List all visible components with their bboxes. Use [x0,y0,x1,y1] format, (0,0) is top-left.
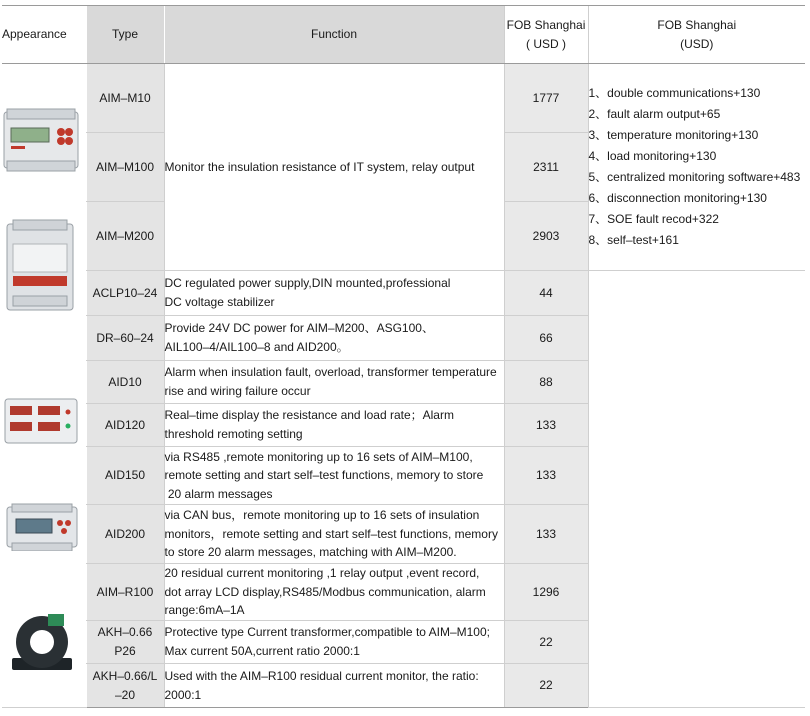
price-cell: 133 [504,447,588,505]
function-line: rise and wiring failure occur [164,384,311,398]
price-cell: 22 [504,621,588,664]
function-line: via CAN bus，remote monitoring up to 16 sets of insulation [164,508,480,523]
header-options-line2: (USD) [680,36,714,51]
function-line: AIL100–4/AIL100–8 and AID200。 [164,340,349,354]
type-cell: AIM–M200 [86,202,164,271]
remote-monitor-image [6,503,78,551]
function-line: dot array LCD display,RS485/Modbus communication, alarm [164,584,486,599]
type-line: AKH–0.66/L [92,668,158,683]
price-cell: 1777 [504,64,588,133]
function-line: Protective type Current transformer,compatible to AIM–M100; [164,625,490,640]
function-line: Max current 50A,current ratio 2000:1 [164,644,360,658]
type-cell: AID120 [86,404,164,447]
option-item: 7、SOE fault recod+322 [588,212,719,226]
options-list [589,83,806,251]
header-options-line1: FOB Shanghai [657,17,737,32]
option-item: 8、self–test+161 [588,233,679,247]
power-supply-image [5,218,77,314]
function-line: to store 20 alarm messages, matching with AIM–M200. [164,545,457,560]
function-cell [164,621,504,664]
type-cell: AID150 [86,447,164,505]
function-line: range:6mA–1A [164,603,245,618]
option-item: 4、load monitoring+130 [588,149,717,163]
price-cell: 1296 [504,564,588,621]
function-line: Real–time display the resistance and load rate；Alarm [164,408,454,423]
function-line: 2000:1 [164,687,202,702]
header-appearance: Appearance [2,6,86,64]
function-line: 20 residual current monitoring ,1 relay output ,event record, [164,566,480,581]
header-type: Type [86,6,164,64]
type-cell: AIM–R100 [86,564,164,621]
type-line: P26 [114,644,136,658]
price-cell: 133 [504,404,588,447]
function-line: threshold remoting setting [164,427,303,441]
function-line: Used with the AIM–R100 residual current monitor, the ratio: [164,668,479,683]
type-line: AKH–0.66 [97,625,153,640]
option-item: 3、temperature monitoring+130 [588,128,759,142]
type-line: –20 [114,687,136,702]
type-cell: AIM–M100 [86,133,164,202]
current-transformer-image [8,610,76,674]
type-cell: AID200 [86,505,164,564]
function-line: DC regulated power supply,DIN mounted,professional [164,276,451,291]
price-cell: 2311 [504,133,588,202]
price-table [2,5,805,708]
price-cell: 2903 [504,202,588,271]
function-line: monitors，remote setting and start self–test functions, memory [164,526,498,541]
type-cell: DR–60–24 [86,316,164,361]
type-cell: AIM–M10 [86,64,164,133]
options-cell [588,64,805,271]
header-function: Function [164,6,504,64]
price-cell: 88 [504,361,588,404]
header-fob-line1: FOB Shanghai [506,17,586,32]
option-item: 2、fault alarm output+65 [588,107,721,121]
header-options [588,6,805,64]
type-cell [86,664,164,708]
type-cell: ACLP10–24 [86,271,164,316]
function-line: Alarm when insulation fault, overload, transformer temperature [164,365,497,380]
function-cell [164,404,504,447]
option-item: 5、centralized monitoring software+483 [588,170,801,184]
header-row [2,6,805,64]
price-cell: 22 [504,664,588,708]
header-fob [504,6,588,64]
price-cell: 44 [504,271,588,316]
type-cell [86,621,164,664]
function-cell [164,447,504,505]
function-cell [164,271,504,316]
function-line: remote setting and start self–test functions, memory to store [164,468,484,483]
option-item: 1、double communications+130 [588,86,761,100]
option-item: 6、disconnection monitoring+130 [588,191,767,205]
function-line: DC voltage stabilizer [164,295,275,309]
function-cell [164,316,504,361]
price-cell: 66 [504,316,588,361]
price-cell: 133 [504,505,588,564]
table-row [2,271,805,316]
function-cell: Monitor the insulation resistance of IT system, relay output [164,64,504,271]
aim-m-device-image [3,108,79,172]
function-line: Provide 24V DC power for AIM–M200、ASG100、 [164,321,434,336]
function-line: via RS485 ,remote monitoring up to 16 sets of AIM–M100, [164,449,473,464]
type-cell: AID10 [86,361,164,404]
alarm-display-image [4,398,78,444]
header-fob-line2: ( USD ) [526,36,566,51]
function-cell [164,361,504,404]
function-cell [164,564,504,621]
function-line: 20 alarm messages [164,486,273,501]
options-empty-cell [588,271,805,708]
function-cell [164,505,504,564]
table-row [2,64,805,133]
function-cell [164,664,504,708]
